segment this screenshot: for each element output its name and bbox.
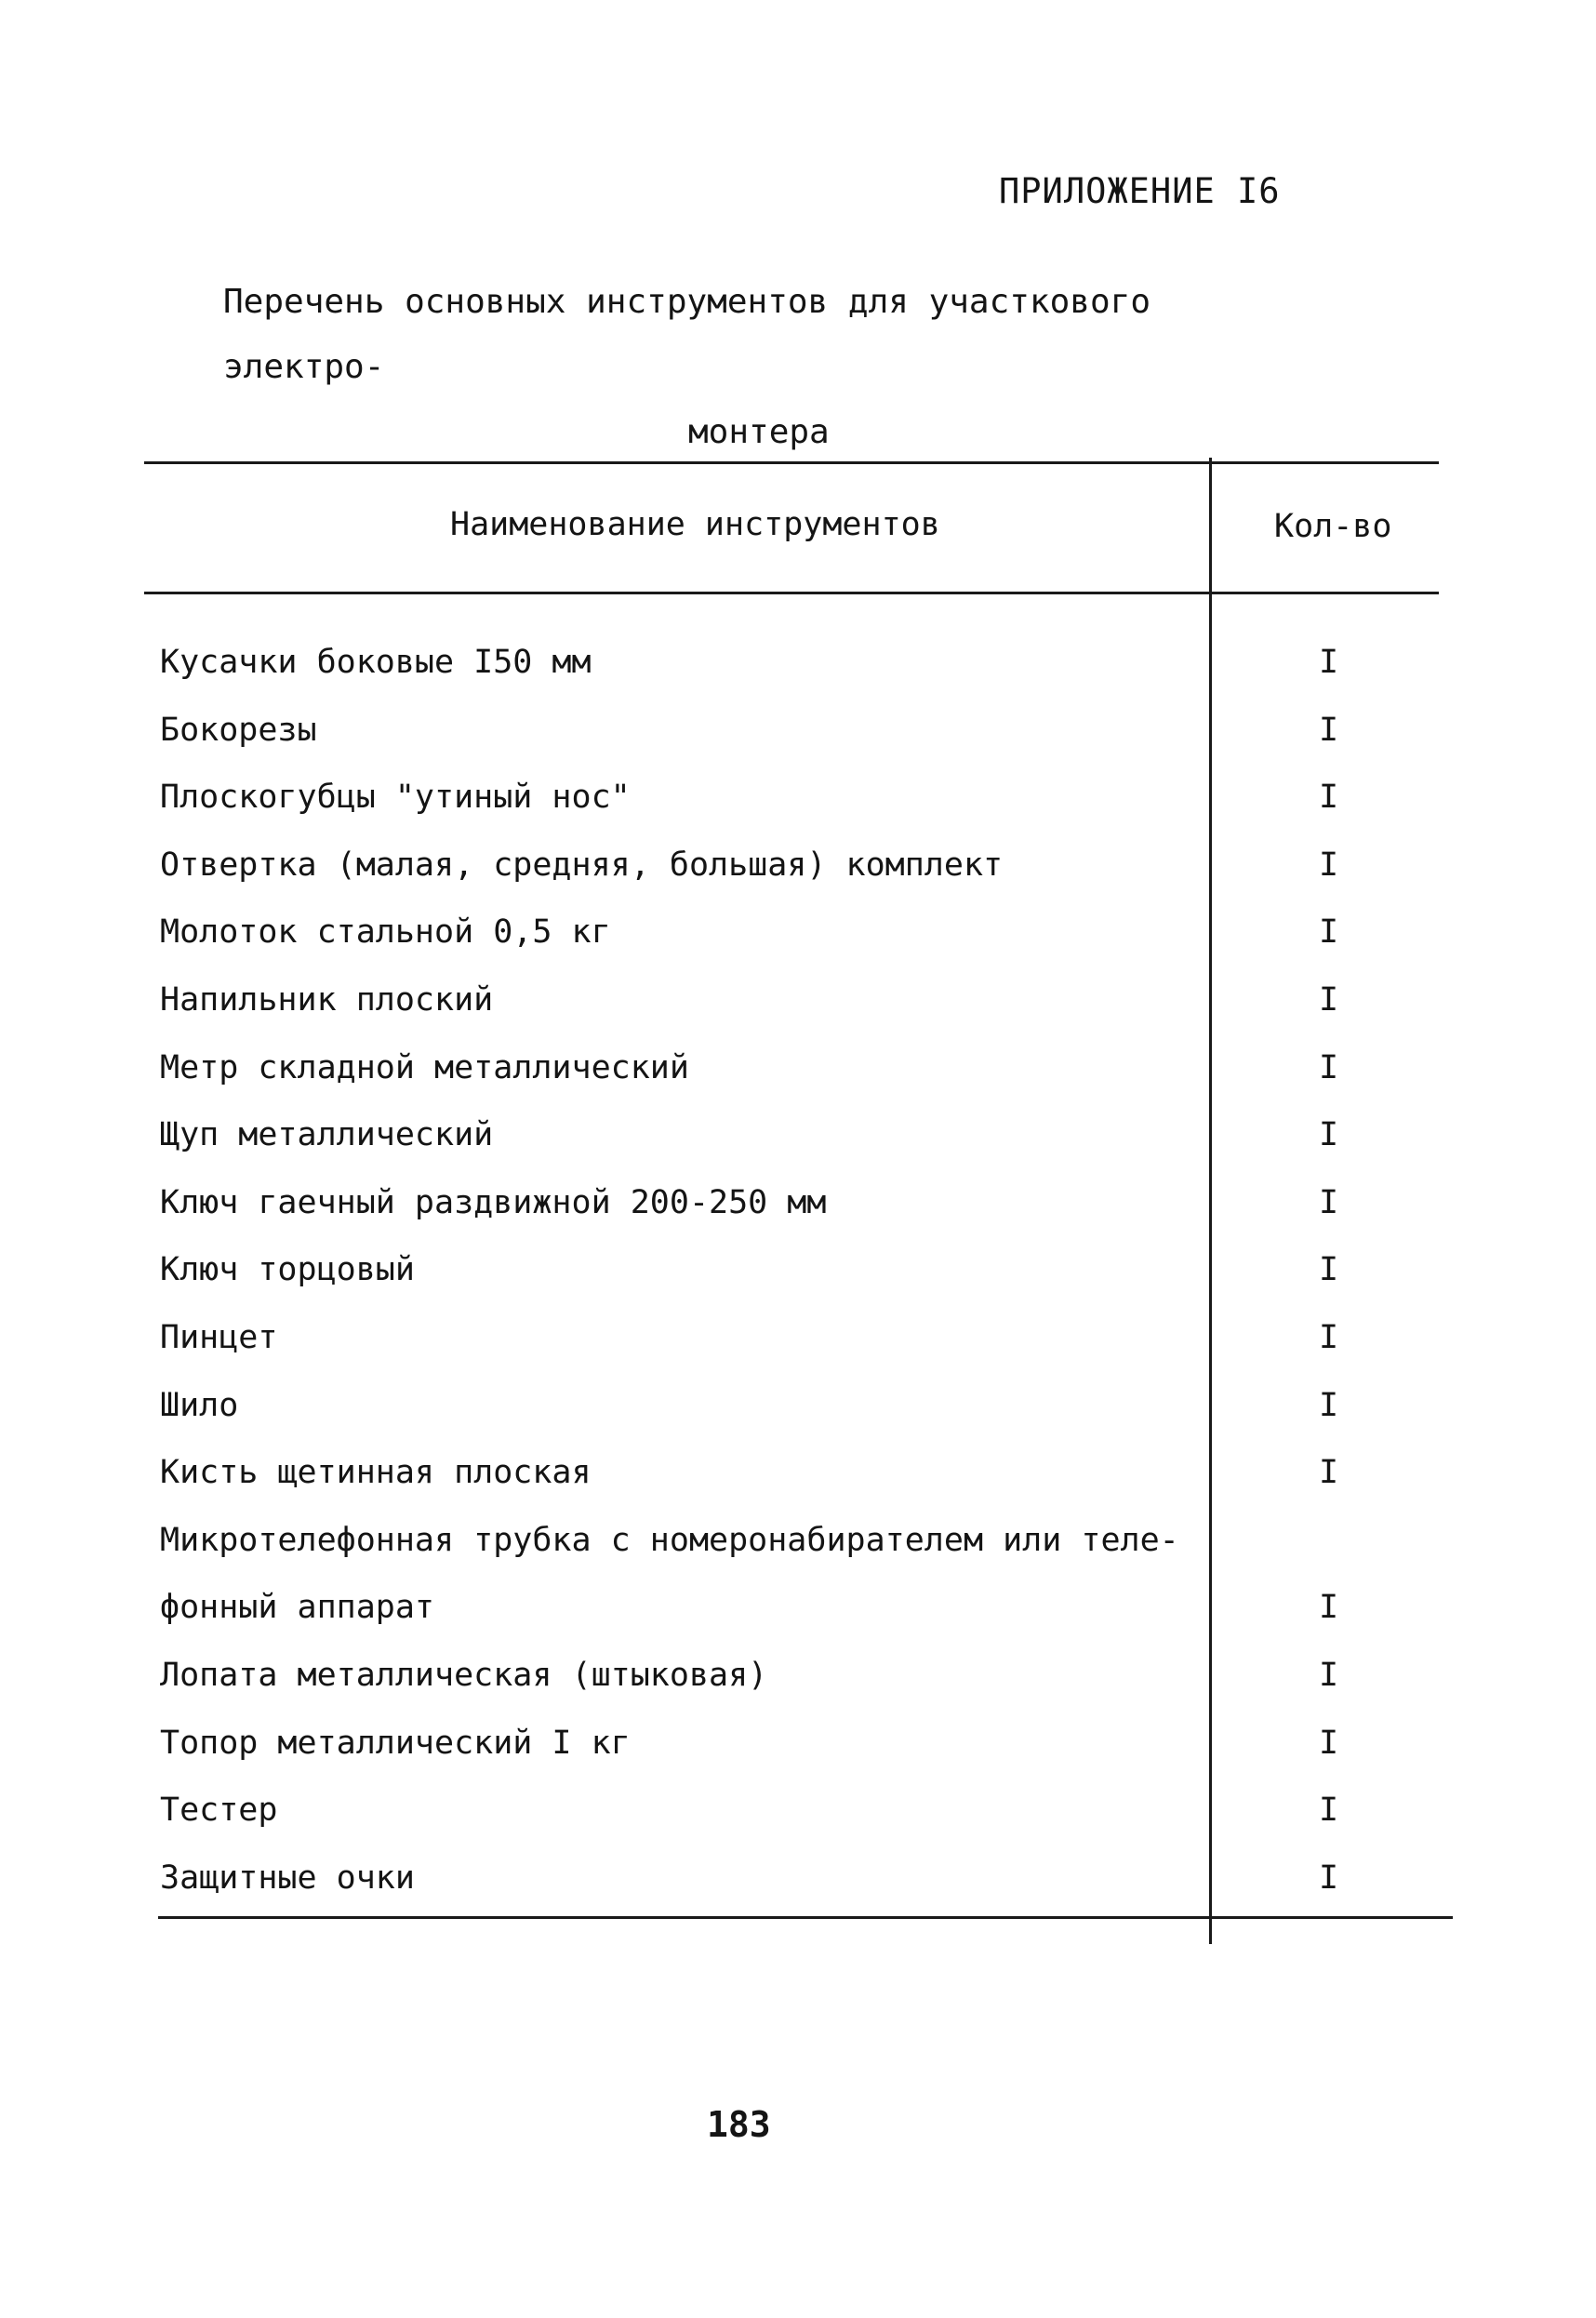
- tool-name: Пинцет: [160, 1318, 278, 1356]
- tool-name: Щуп металлический: [160, 1116, 494, 1154]
- table-row: [160, 1376, 1443, 1444]
- tool-quantity: I: [1319, 1589, 1339, 1627]
- tool-quantity: I: [1319, 913, 1339, 952]
- tools-table-body: [160, 633, 1443, 1915]
- document-title: [223, 270, 1321, 465]
- tool-name: Плоскогубцы "утиный нос": [160, 779, 631, 817]
- table-row: [160, 1173, 1443, 1241]
- table-row: [160, 1240, 1443, 1308]
- table-row: [160, 902, 1443, 970]
- tool-quantity: I: [1319, 1048, 1339, 1086]
- table-row: [160, 700, 1443, 768]
- tool-name: фонный аппарат: [160, 1589, 435, 1627]
- table-row: [160, 1848, 1443, 1916]
- table-row: [160, 1511, 1443, 1579]
- tool-name: Лопата металлическая (штыковая): [160, 1656, 768, 1694]
- header-tool-name: Наименование инструментов: [450, 506, 940, 543]
- page-number: 183: [707, 2104, 771, 2145]
- appendix-label: ПРИЛОЖЕНИЕ I6: [999, 171, 1281, 211]
- table-row: [160, 1713, 1443, 1781]
- tool-quantity: I: [1319, 1454, 1339, 1492]
- table-bottom-rule: [158, 1916, 1453, 1919]
- title-line-1: Перечень основных инструментов для участкового электро-: [223, 283, 1150, 386]
- tool-quantity: I: [1319, 1251, 1339, 1289]
- header-quantity: Кол-во: [1274, 508, 1392, 545]
- tool-name: Тестер: [160, 1792, 278, 1830]
- tool-name: Микротелефонная трубка с номеронабирателем или теле-: [160, 1521, 1179, 1559]
- tool-quantity: I: [1319, 1656, 1339, 1694]
- tool-quantity: I: [1319, 644, 1339, 681]
- table-row: [160, 1578, 1443, 1645]
- table-row: [160, 1645, 1443, 1713]
- tool-name: Молоток стальной 0,5 кг: [160, 913, 611, 952]
- tool-quantity: I: [1319, 980, 1339, 1019]
- tool-name: Напильник плоский: [160, 980, 494, 1019]
- tool-name: Отвертка (малая, средняя, большая) комплект: [160, 846, 1004, 884]
- table-row: [160, 970, 1443, 1038]
- table-header-rule: [144, 592, 1439, 594]
- tool-quantity: I: [1319, 1724, 1339, 1762]
- table-row: [160, 1780, 1443, 1848]
- table-row: [160, 835, 1443, 903]
- tool-name: Ключ гаечный раздвижной 200-250 мм: [160, 1183, 827, 1221]
- tool-quantity: I: [1319, 1116, 1339, 1154]
- table-row: [160, 633, 1443, 700]
- tool-name: Метр складной металлический: [160, 1048, 689, 1086]
- tool-quantity: I: [1319, 711, 1339, 749]
- title-line-2: монтера: [688, 413, 830, 451]
- tool-name: Топор металлический I кг: [160, 1724, 631, 1762]
- tool-name: Кусачки боковые I50 мм: [160, 644, 592, 681]
- tool-name: Защитные очки: [160, 1858, 415, 1897]
- table-row: [160, 1443, 1443, 1511]
- tool-quantity: I: [1319, 1858, 1339, 1897]
- table-row: [160, 1308, 1443, 1376]
- table-row: [160, 1105, 1443, 1173]
- tool-quantity: I: [1319, 1183, 1339, 1221]
- tool-quantity: I: [1319, 779, 1339, 817]
- tool-name: Бокорезы: [160, 711, 317, 749]
- tool-quantity: I: [1319, 1386, 1339, 1424]
- tool-quantity: I: [1319, 1792, 1339, 1830]
- tool-quantity: I: [1319, 846, 1339, 884]
- tool-name: Ключ торцовый: [160, 1251, 415, 1289]
- tool-name: Кисть щетинная плоская: [160, 1454, 592, 1492]
- table-row: [160, 1038, 1443, 1106]
- table-top-rule: [144, 461, 1439, 464]
- tool-name: Шило: [160, 1386, 239, 1424]
- table-row: [160, 767, 1443, 835]
- tool-quantity: I: [1319, 1318, 1339, 1356]
